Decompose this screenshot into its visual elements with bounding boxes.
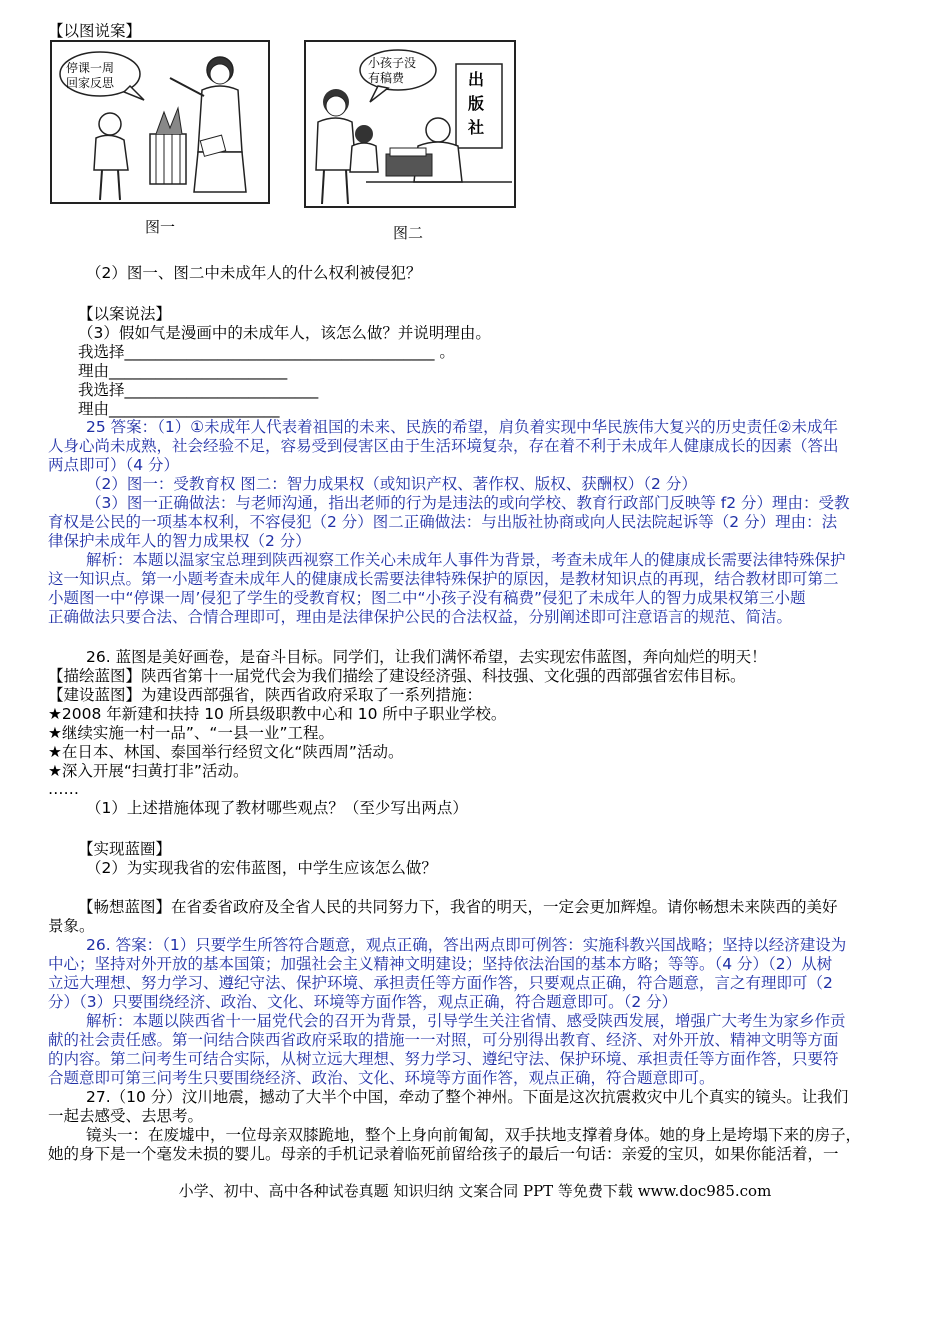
question-26-3-cont: 景象。 [48,917,95,935]
question-26-intro: 26. 蓝图是美好画卷，是奋斗目标。同学们，让我们满怀希望，去实现宏伟蓝图，奔向灿烂的明天！ [86,648,767,666]
sign-char-2: 版 [468,94,485,113]
question-27-line: 镜头一：在废墟中，一位母亲双膝跪地，整个上身向前匍匐，双手扶地支撑着身体。她的身上是垮塌下来的房子， [86,1126,862,1144]
sign-char-3: 社 [468,118,485,137]
question-26-ellipsis: …… [48,780,79,798]
answer-26-line: 分）（3）只要围绕经济、政治、文化、环境等方面作答，观点正确，符合题意即可。（2 分） [48,993,678,1011]
section-title-case-law: 【以案说法】 [78,305,172,323]
question-26-2: （2）为实现我省的宏伟蓝图，中学生应该怎么做？ [86,859,437,877]
answer-blank-choice-1: 我选择________________________________________ 。 [78,343,455,361]
answer-26-line: 中心；坚持对外开放的基本国策；加强社会主义精神文明建设；坚持依法治国的基本方略；等等。（4 分）（2）从树 [48,955,833,973]
answer-26-line: 立远大理想、努力学习、遵纪守法、保护环境、承担责任等方面作答，只要观点正确，符合题意，言之有理即可（2 [48,974,833,992]
answer-blank-reason-2: 理由______________________ [78,400,280,418]
section-title-picture-case: 【以图说案】 [48,22,142,40]
figure1-bubble-line-1: 停课一周 [66,61,115,75]
question-26-1: （1）上述措施体现了教材哪些观点？（至少写出两点） [86,799,468,817]
analysis-26-line: 合题意即可第三问考生只要围绕经济、政治、文化、环境等方面作答，观点正确，符合题意即可。 [48,1069,715,1087]
answer-25-line: 人身心尚未成熟，社会经验不足，容易受到侵害区由于生活环境复杂，存在着不利于未成年人健康成长的因素（答出 [48,437,839,455]
answer-25-line: 25 答案：（1）①未成年人代表着祖国的未来、民族的希望，肩负着实现中华民族伟大复兴的历史责任②未成年 [86,418,839,436]
analysis-26-line: 的内容。第二问考生可结合实际，从树立远大理想、努力学习、遵纪守法、保护环境、承担责任等方面作答，只要符 [48,1050,839,1068]
question-27-line: 她的身下是一个毫发未损的婴儿。母亲的手机记录着临死前留给孩子的最后一句话：亲爱的宝贝，如果你能活着，一 [48,1145,839,1163]
analysis-25-line: 小题图一中“停课一周’侵犯了学生的受教育权；图二中“小孩子没有稿费”侵犯了未成年人的智力成果权第三小题 [48,589,806,607]
answer-25-line: 律保护未成年人的智力成果权（2 分） [48,532,311,550]
figure2-speech-bubble [368,56,416,86]
figure2-caption: 图二 [393,224,424,242]
question-26-line: 【建设蓝图】为建设西部强省，陕西省政府采取了一系列措施： [48,686,483,704]
answer-25-line: 育权是公民的一项基本权利，不容侵犯（2 分）图二正确做法：与出版社协商或向人民法院起诉等（2 分）理由：法 [48,513,838,531]
figure2-bubble-line-1: 小孩子没 [368,56,417,70]
question-25-3: （3）假如气是漫画中的未成年人，该怎么做？并说明理由。 [78,324,491,342]
analysis-25-line: 解析：本题以温家宝总理到陕西视察工作关心未成年人事件为背景，考查未成年人的健康成长需要法律特殊保护 [86,551,846,569]
analysis-25-line: 这一知识点。第一小题考查未成年人的健康成长需要法律特殊保护的原因，是教材知识点的再现，结合教材即可第二 [48,570,839,588]
question-26-line: 【描绘蓝图】陕西省第十一届党代会为我们描绘了建设经济强、科技强、文化强的西部强省宏伟目标。 [48,667,746,685]
section-title-realize-blueprint: 【实现蓝圈】 [78,840,172,858]
figure1-bubble-line-2: 回家反思 [66,76,115,90]
figure1-caption: 图一 [145,218,176,236]
figure1-speech-bubble [66,61,114,91]
answer-25-line: （2）图一：受教育权 图二：智力成果权（或知识产权、著作权、版权、获酬权）（2 分） [86,475,697,493]
answer-blank-choice-2: 我选择_________________________ [78,381,319,399]
answer-26-line: 26. 答案：（1）只要学生所答符合题意，观点正确，答出两点即可例答：实施科教兴国战略；坚持以经济建设为 [86,936,847,954]
question-26-line: ★深入开展“扫黄打非”活动。 [48,762,249,780]
answer-25-line: （3）图一正确做法：与老师沟通，指出老师的行为是违法的或向学校、教育行政部门反映等 f2 分）理由：受教 [86,494,850,512]
publisher-sign [468,68,484,140]
question-25-2: （2）图一、图二中未成年人的什么权利被侵犯？ [86,264,422,282]
answer-blank-reason-1: 理由_______________________ [78,362,288,380]
cartoon-figure-1 [50,40,270,204]
figure2-bubble-line-2: 有稿费 [368,71,405,85]
cartoon-figure-2 [304,40,516,208]
analysis-26-line: 解析：本题以陕西省十一届党代会的召开为背景，引导学生关注省情、感受陕西发展，增强广大考生为家乡作贡 [86,1012,846,1030]
page-footer: 小学、初中、高中各种试卷真题 知识归纳 文案合同 PPT 等免费下载 www.doc985.com [178,1182,772,1200]
question-27-line: 一起去感受、去思考。 [48,1107,204,1125]
analysis-25-line: 正确做法只要合法、合情合理即可，理由是法律保护公民的合法权益，分别阐述即可注意语言的规范、简洁。 [48,608,793,626]
answer-25-line: 两点即可）（4 分） [48,456,180,474]
question-26-3: 【畅想蓝图】在省委省政府及全省人民的共同努力下，我省的明天，一定会更加辉煌。请你畅想未来陕西的美好 [78,898,838,916]
sign-char-1: 出 [468,70,485,89]
question-26-line: ★2008 年新建和扶持 10 所县级职教中心和 10 所中子职业学校。 [48,705,507,723]
analysis-26-line: 献的社会责任感。第一问结合陕西省政府采取的措施一一对照，可分别得出教育、经济、对外开放、精神文明等方面 [48,1031,839,1049]
question-26-line: ★在日本、林国、泰国举行经贸文化“陕西周”活动。 [48,743,404,761]
question-27-line: 27.（10 分）汶川地震，撼动了大半个中国，牵动了整个神州。下面是这次抗震救灾中儿个真实的镜头。让我们 [86,1088,849,1106]
question-26-line: ★继续实施一村一品”、“一县一业”工程。 [48,724,334,742]
